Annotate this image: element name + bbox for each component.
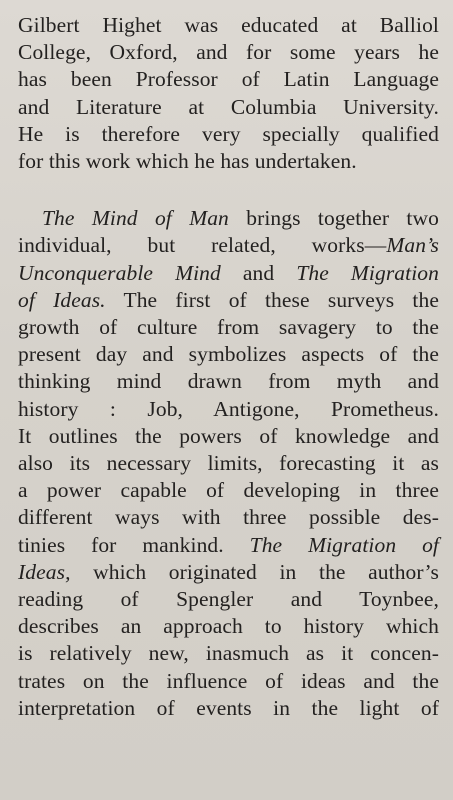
- paragraph-gap: [18, 175, 439, 205]
- text-run: brings together two: [228, 206, 439, 231]
- text-line: [18, 559, 439, 586]
- text-line: a power capable of developing in three: [18, 478, 439, 503]
- book-title-italic: Ideas,: [18, 559, 71, 584]
- text-line: College, Oxford, and for some years he: [18, 40, 439, 65]
- text-line: interpretation of events in the light of: [18, 695, 439, 720]
- text-run: which originated in the author’s: [70, 559, 439, 584]
- text-line: growth of culture from savagery to the: [18, 315, 439, 340]
- text-line: trates on the influence of ideas and the: [18, 668, 439, 693]
- text-line: different ways with three possible des-: [18, 505, 439, 530]
- book-title-italic: The Migration of: [249, 532, 439, 557]
- text-run: individual, but related, works—: [18, 233, 387, 258]
- text-line: It outlines the powers of knowledge and: [18, 423, 439, 448]
- text-run: tinies for mankind.: [18, 532, 250, 557]
- book-description-paragraph: [18, 205, 439, 722]
- text-line: has been Professor of Latin Language: [18, 67, 439, 92]
- text-line: Gilbert Highet was educated at Balliol: [18, 13, 439, 37]
- text-line: thinking mind drawn from myth and: [18, 369, 439, 394]
- text-run: The first of these surveys the: [105, 287, 439, 312]
- text-line: He is therefore very specially qualified: [18, 121, 439, 146]
- text-line: reading of Spengler and Toynbee,: [18, 587, 439, 612]
- book-title-italic: The Mind of Man: [42, 206, 229, 231]
- book-title-italic: of Ideas.: [18, 287, 106, 312]
- book-title-italic: The Migration: [296, 260, 440, 285]
- author-bio-paragraph: [18, 12, 439, 175]
- text-line: is relatively new, inasmuch as it concen-: [18, 641, 439, 666]
- text-line: also its necessary limits, forecasting it as: [18, 451, 439, 476]
- text-line: [18, 532, 439, 559]
- text-run: and: [220, 260, 297, 285]
- text-line: describes an approach to history which: [18, 614, 439, 639]
- text-line: [18, 260, 439, 287]
- book-title-italic: Unconquerable Mind: [18, 260, 221, 285]
- text-line: present day and symbolizes aspects of the: [18, 342, 439, 367]
- text-line: [18, 287, 439, 314]
- text-line: [18, 205, 439, 232]
- text-line: for this work which he has undertaken.: [18, 149, 357, 174]
- text-line: and Literature at Columbia University.: [18, 94, 439, 119]
- text-line: history : Job, Antigone, Prometheus.: [18, 396, 439, 421]
- book-title-italic: Man’s: [386, 233, 439, 258]
- text-line: [18, 232, 439, 259]
